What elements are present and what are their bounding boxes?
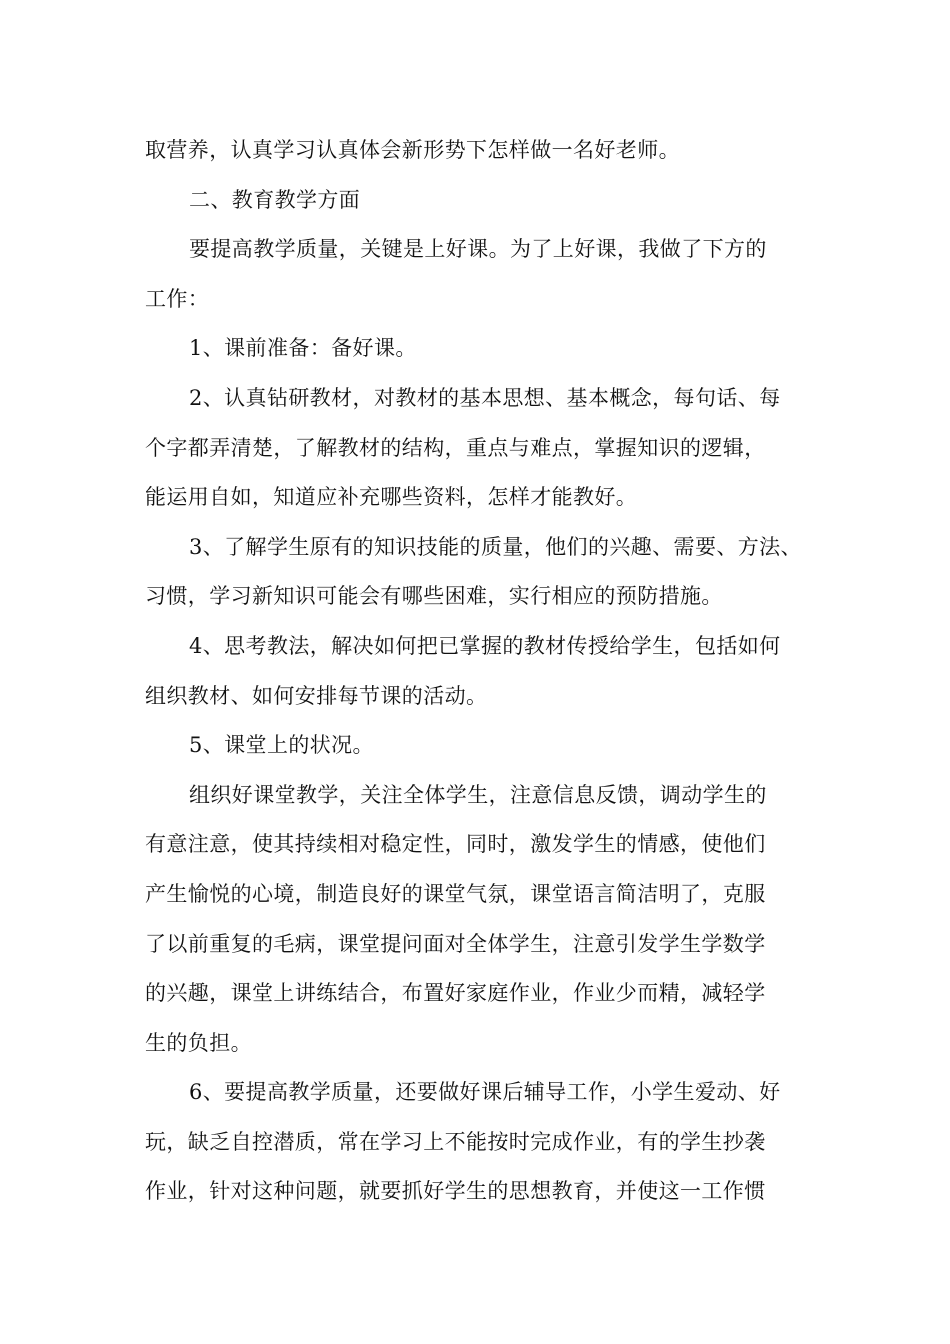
text-line: 个字都弄清楚，了解教材的结构，重点与难点，掌握知识的逻辑， [145,435,766,460]
text-line: 组织教材、如何安排每节课的活动。 [145,683,488,708]
section-heading: 二、教育教学方面 [189,187,361,212]
text-line: 了以前重复的毛病，课堂提问面对全体学生，注意引发学生学数学 [145,931,766,956]
text-line: 工作： [145,286,210,311]
text-line: 组织好课堂教学，关注全体学生，注意信息反馈，调动学生的 [189,782,767,807]
text-line: 的兴趣，课堂上讲练结合，布置好家庭作业，作业少而精，减轻学 [145,981,766,1006]
text-line: 6、要提高教学质量，还要做好课后辅导工作，小学生爱动、好 [189,1080,781,1105]
text-line: 习惯，学习新知识可能会有哪些困难，实行相应的预防措施。 [145,584,723,609]
list-item-heading: 1、课前准备：备好课。 [189,336,417,361]
text-line: 3、了解学生原有的知识技能的质量，他们的兴趣、需要、方法、 [189,534,802,559]
list-item-heading: 5、课堂上的状况。 [189,733,374,758]
text-line: 作业，针对这种问题，就要抓好学生的思想教育，并使这一工作惯 [145,1179,766,1204]
text-line: 4、思考教法，解决如何把已掌握的教材传授给学生，包括如何 [189,633,781,658]
text-line: 生的负担。 [145,1030,252,1055]
text-line: 产生愉悦的心境，制造良好的课堂气氛，课堂语言简洁明了，克服 [145,881,766,906]
text-line: 玩，缺乏自控潜质，常在学习上不能按时完成作业，有的学生抄袭 [145,1129,766,1154]
text-line: 取营养，认真学习认真体会新形势下怎样做一名好老师。 [145,138,680,162]
text-line: 有意注意，使其持续相对稳定性，同时，激发学生的情感，使他们 [145,832,766,857]
text-line: 2、认真钻研教材，对教材的基本思想、基本概念，每句话、每 [189,385,781,410]
text-line: 能运用自如，知道应补充哪些资料，怎样才能教好。 [145,485,638,510]
text-line: 要提高教学质量，关键是上好课。为了上好课，我做了下方的 [189,237,767,262]
document-body [145,126,810,1217]
